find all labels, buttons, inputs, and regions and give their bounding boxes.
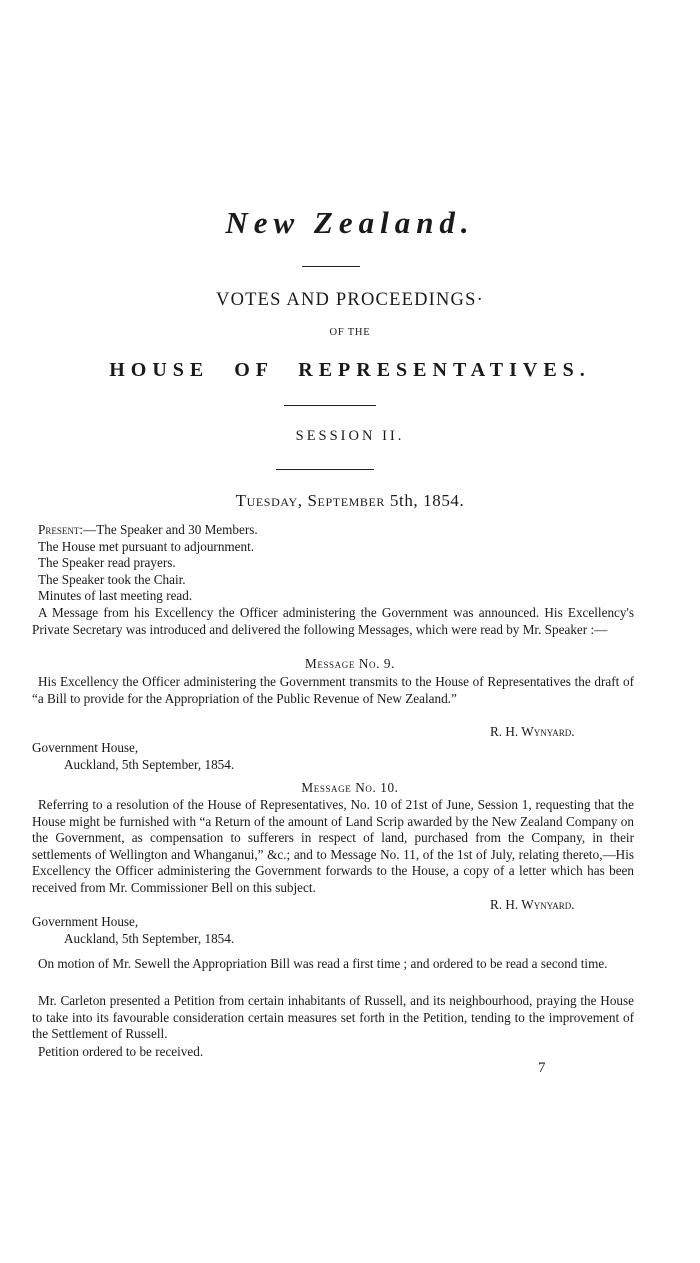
country-heading: New Zealand. xyxy=(225,205,475,240)
proceeding-paragraph: Mr. Carleton presented a Petition from certain inhabitants of Russell, and its neighbourhood, praying the House to take into its favourable consideration certain measures set forth in the Petition, tending to the improvement of the Settlement of Russell. xyxy=(32,993,634,1042)
date-month: September xyxy=(307,491,386,510)
present-line xyxy=(38,522,638,539)
message-10-signature: R. H. Wynyard. xyxy=(490,897,575,912)
minute-item: The House met pursuant to adjournment. xyxy=(38,538,255,554)
proceeding-paragraph: On motion of Mr. Sewell the Appropriation Bill was read a first time ; and ordered to be read a second time. xyxy=(38,956,608,971)
of-the-line: OF THE xyxy=(329,327,371,338)
message-9-heading: Message No. 9. xyxy=(305,656,395,671)
proceeding-paragraph: Petition ordered to be received. xyxy=(38,1044,204,1059)
date-line xyxy=(0,491,700,511)
message-9-place: Government House, xyxy=(32,740,139,755)
message-9-body: His Excellency the Officer administering the Government transmits to the House of Representatives the draft of “a Bill to provide for the Appropriation of the Public Revenue of New Zealand.” xyxy=(32,674,634,706)
announcement-paragraph: A Message from his Excellency the Officer administering the Government was announced. His Excellency's Private Secretary was introduced and delivered the following Messages, which were read by Mr. Speaker :— xyxy=(32,605,634,637)
message-10-place: Government House, xyxy=(32,914,139,929)
votes-title: VOTES AND PROCEEDINGS· xyxy=(216,290,484,310)
divider-rule xyxy=(276,469,374,470)
minute-item: The Speaker took the Chair. xyxy=(38,571,186,587)
present-text: :—The Speaker and 30 Members. xyxy=(79,522,258,537)
message-10-body: Referring to a resolution of the House of Representatives, No. 10 of 21st of June, Session 1, requesting that the House might be furnished with “a Return of the amount of Land Scrip awarded by the New Zealand Company on the Government, as compensation to sufferers in respect of land, purchased from the Company, in their settlements of Wellington and Whanganui,” &c.; and to Message No. 11, of the 1st of July, relating thereto,—His Excellency the Officer administering the Government forwards to the House, a copy of a letter which has been received from Mr. Commissioner Bell on this subject. xyxy=(32,797,634,895)
date-day: Tuesday, xyxy=(235,491,303,510)
page-number: 7 xyxy=(538,1060,546,1076)
divider-rule xyxy=(302,266,360,267)
session-heading: SESSION II. xyxy=(295,428,405,444)
house-heading: HOUSE OF REPRESENTATIVES. xyxy=(109,359,591,381)
message-9-dateline: Auckland, 5th September, 1854. xyxy=(64,757,235,772)
date-date: 5th, 1854. xyxy=(389,491,465,510)
minute-item: Minutes of last meeting read. xyxy=(38,588,193,604)
message-10-dateline: Auckland, 5th September, 1854. xyxy=(64,931,235,946)
divider-rule xyxy=(284,405,376,406)
message-10-heading: Message No. 10. xyxy=(301,780,399,795)
present-label: Present xyxy=(38,522,80,537)
message-9-signature: R. H. Wynyard. xyxy=(490,724,575,739)
minute-item: The Speaker read prayers. xyxy=(38,555,176,571)
